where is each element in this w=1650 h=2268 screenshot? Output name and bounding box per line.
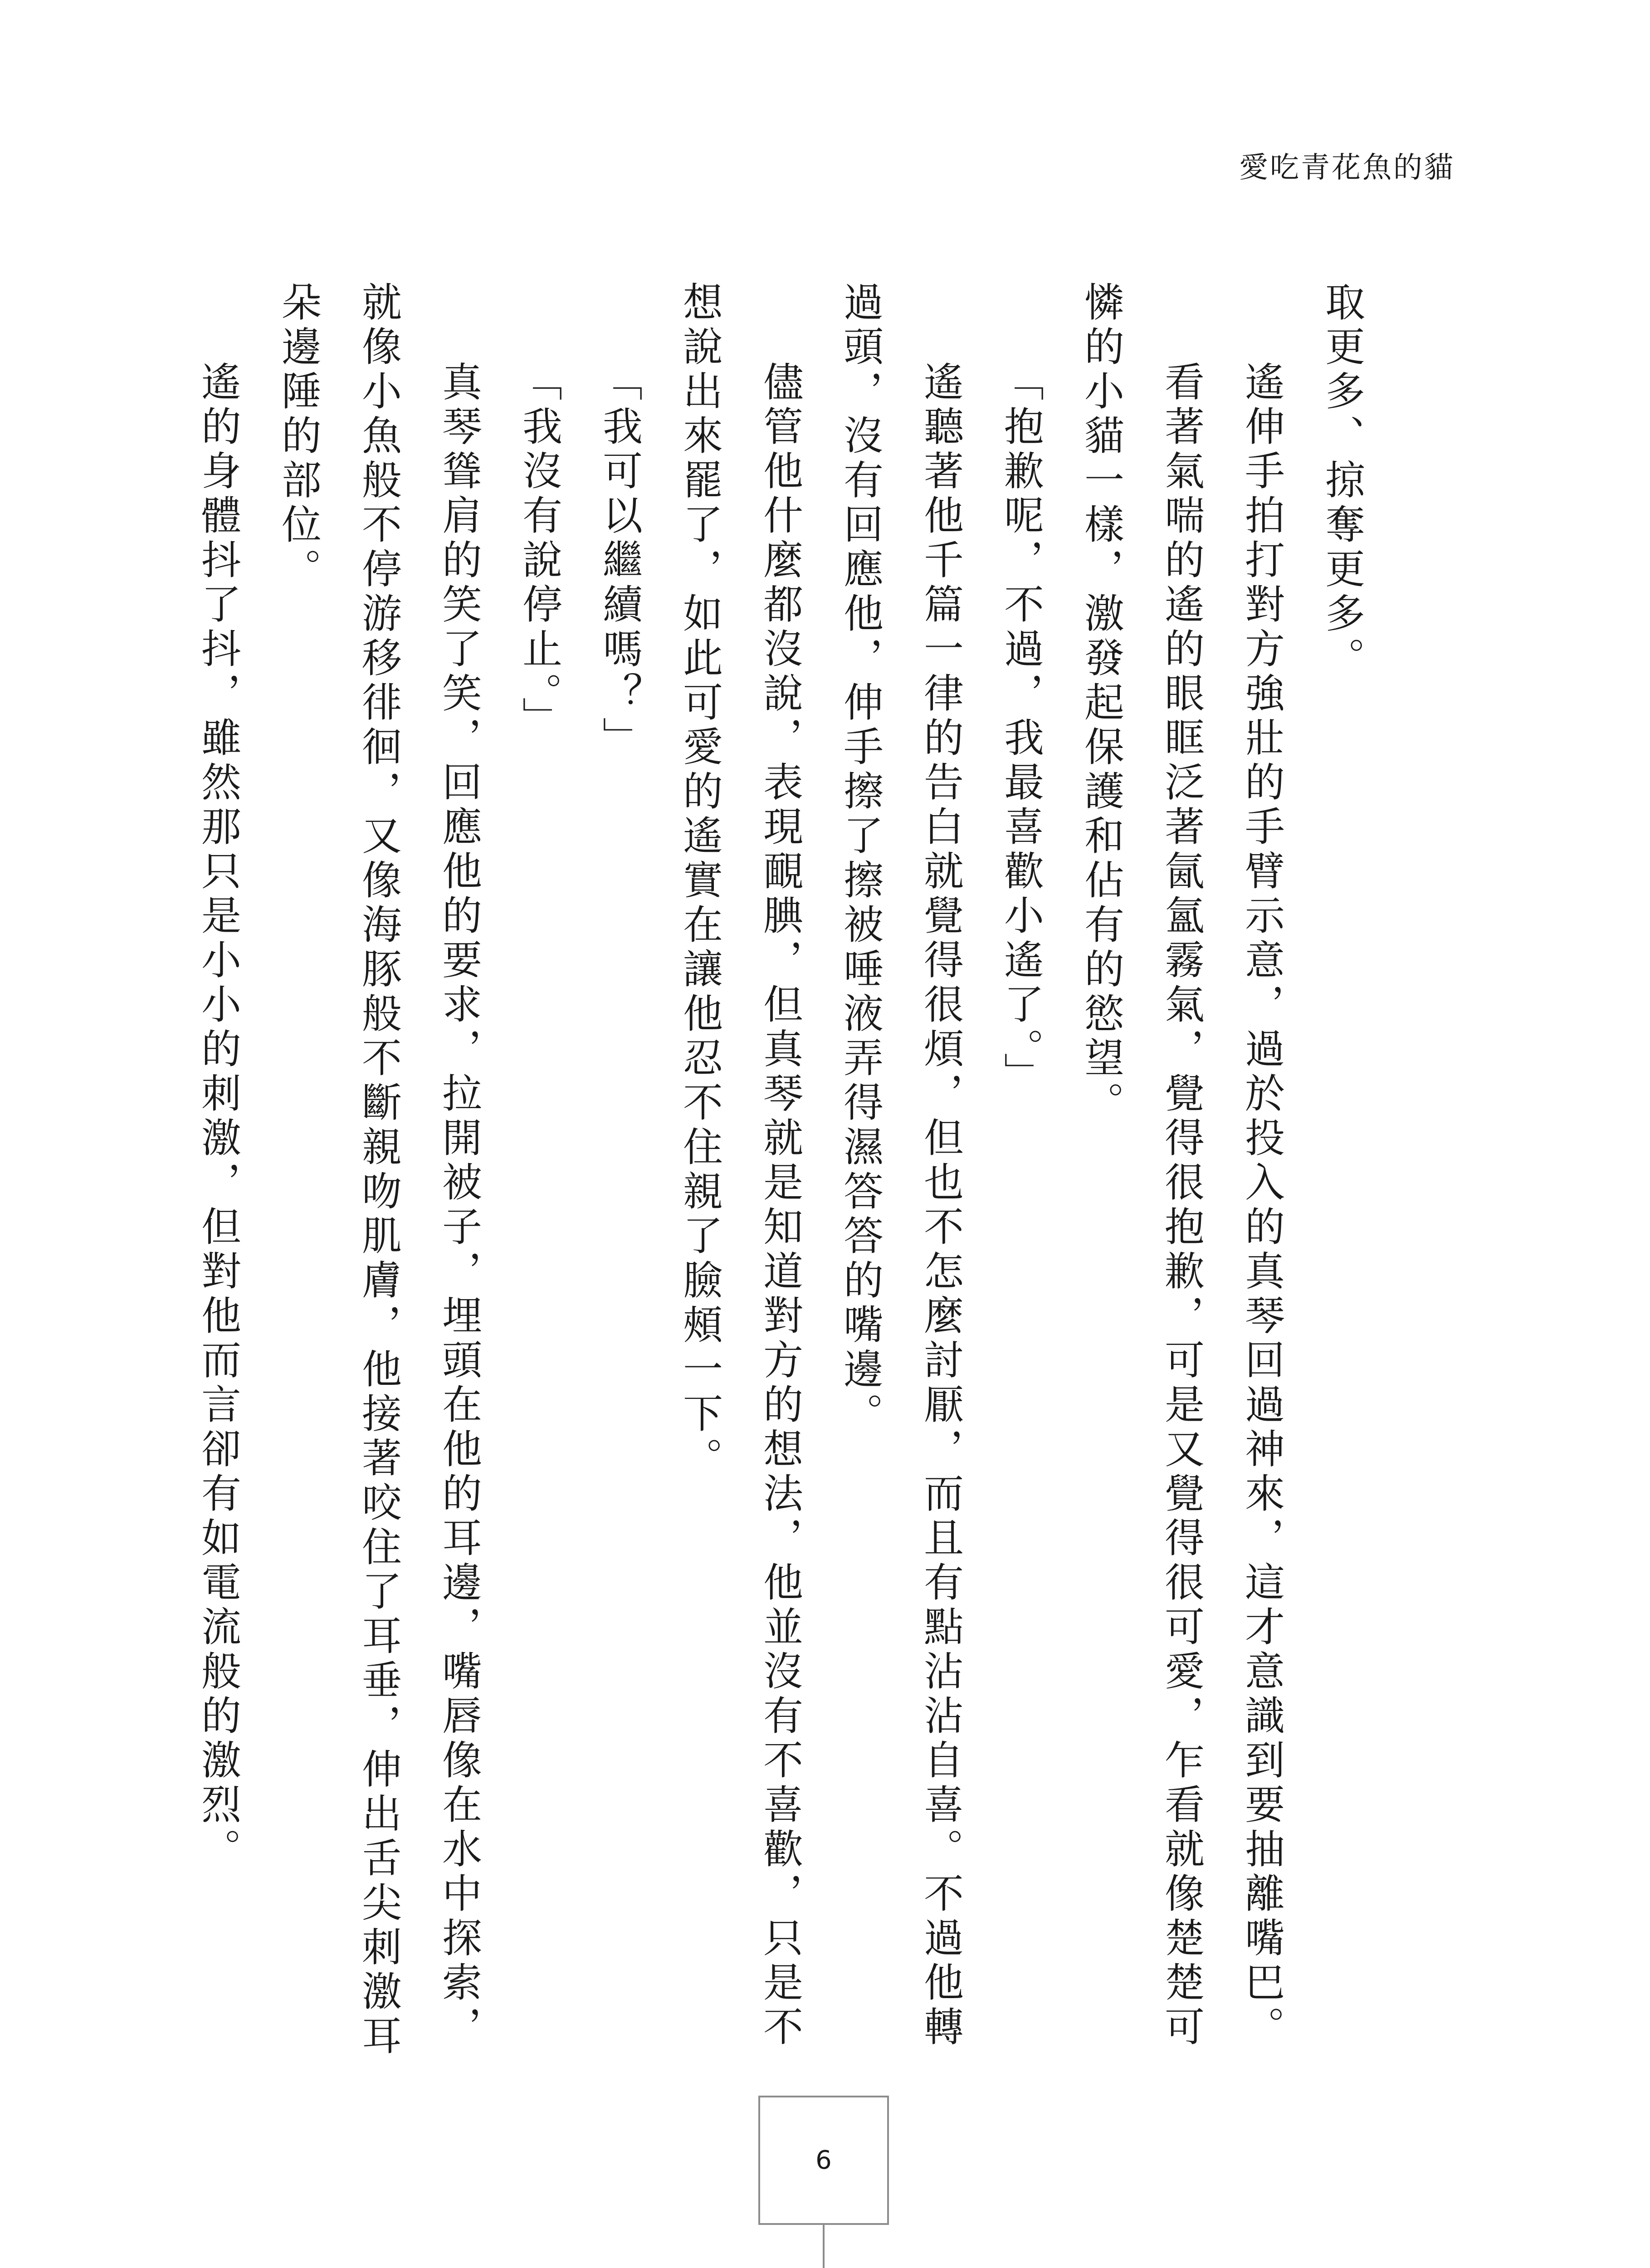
book-title-header: 愛吃青花魚的貓	[1239, 151, 1455, 185]
dialogue-line: 「我沒有說停止。」	[516, 361, 563, 741]
paragraph: 儘管他什麼都沒說，表現靦腆，但真琴就是知道對方的想法，他並沒有不喜歡，只是不想說出來罷了，如此可愛的遙實在讓他忍不住親了臉頰一下。	[677, 281, 804, 2050]
page-number: 6	[815, 2146, 832, 2175]
dialogue-line: 「抱歉呢，不過，我最喜歡小遙了。」	[998, 361, 1045, 1097]
page-number-connector-line	[823, 2225, 825, 2268]
page-number-box	[758, 2096, 889, 2225]
paragraph: 遙的身體抖了抖，雖然那只是小小的刺激，但對他而言卻有如電流般的激烈。	[195, 361, 242, 1872]
paragraph: 遙伸手拍打對方強壯的手臂示意，過於投入的真琴回過神來，這才意識到要抽離嘴巴。	[1239, 361, 1285, 2050]
vertical-text-body	[178, 281, 1382, 2087]
paragraph: 真琴聳肩的笑了笑，回應他的要求，拉開被子，埋頭在他的耳邊，嘴唇像在水中探索，就像小魚般不停游移徘徊，又像海豚般不斷親吻肌膚，他接著咬住了耳垂，伸出舌尖刺激耳朵邊陲的部位。	[275, 281, 483, 2059]
paragraph: 看著氣喘的遙的眼眶泛著氤氳霧氣，覺得很抱歉，可是又覺得很可愛，乍看就像楚楚可憐的小貓一樣，激發起保護和佔有的慾望。	[1078, 281, 1205, 2050]
paragraph: 遙聽著他千篇一律的告白就覺得很煩，但也不怎麼討厭，而且有點沾沾自喜。不過他轉過頭，沒有回應他，伸手擦了擦被唾液弄得濕答答的嘴邊。	[837, 281, 964, 2050]
dialogue-line: 「我可以繼續嗎？」	[596, 361, 643, 761]
paragraph: 取更多、掠奪更多。	[1319, 281, 1366, 681]
